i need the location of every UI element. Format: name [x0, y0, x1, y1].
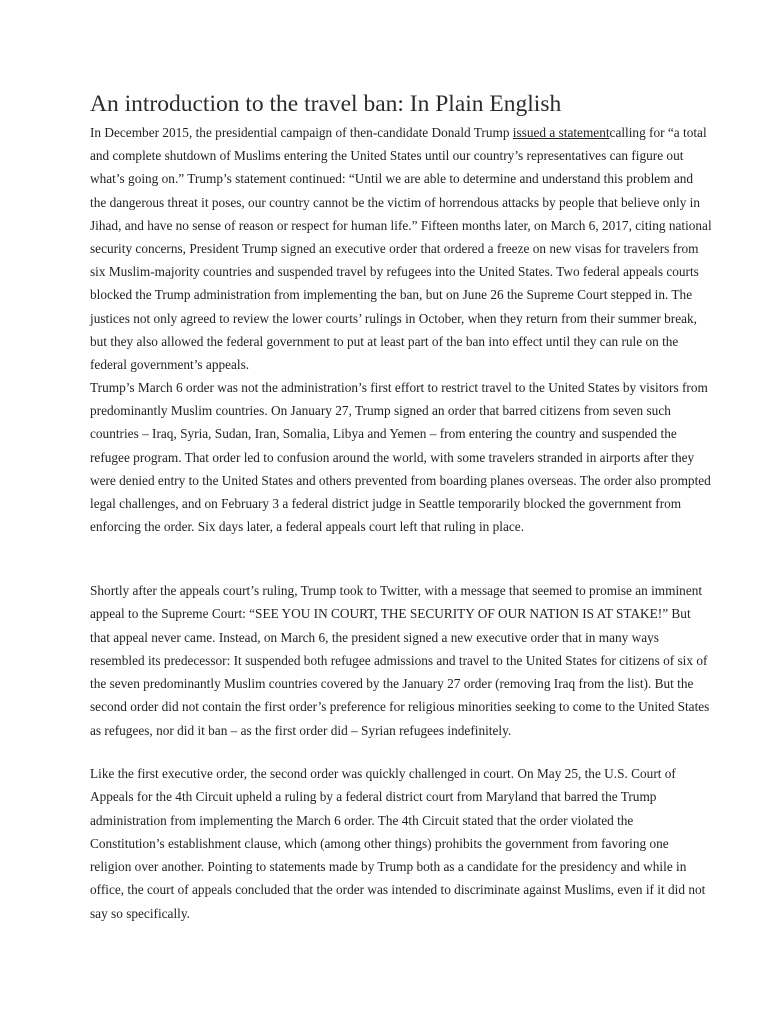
paragraph-line: second order did not contain the first order’s preference for religious minorities seeking to come to the United States	[90, 699, 710, 715]
paragraph-line: countries – Iraq, Syria, Sudan, Iran, Somalia, Libya and Yemen – from entering the country and suspended the	[90, 426, 677, 442]
paragraph-line: refugee program. That order led to confusion around the world, with some travelers stranded in airports after they	[90, 449, 695, 465]
paragraph-line: predominantly Muslim countries. On January 27, Trump signed an order that barred citizens from seven such	[90, 403, 671, 419]
line-text: calling for “a total	[609, 125, 707, 140]
paragraph-line: Jihad, and have no sense of reason or respect for human life.” Fifteen months later, on March 6, 2017, citing national	[90, 217, 712, 233]
line-text: In December 2015, the presidential campaign of then-candidate Donald Trump	[90, 125, 513, 140]
paragraph-line: that appeal never came. Instead, on March 6, the president signed a new executive order that in many ways	[90, 629, 659, 645]
paragraph-line	[90, 121, 712, 144]
paragraph-line: federal government’s appeals.	[90, 356, 250, 372]
paragraph-line: Like the first executive order, the second order was quickly challenged in court. On May 25, the U.S. Court of	[90, 766, 676, 781]
paragraph-line: security concerns, President Trump signed an executive order that ordered a freeze on new visas for travelers from	[90, 240, 699, 256]
paragraph-line: office, the court of appeals concluded that the order was intended to discriminate against Muslims, even if it did not	[90, 882, 706, 898]
paragraph-line: six Muslim-majority countries and suspended travel by refugees into the United States. Two federal appeals courts	[90, 264, 699, 280]
paragraph-second-order	[90, 579, 709, 742]
paragraph-line: and complete shutdown of Muslims entering the United States until our country’s representatives can figure out	[90, 148, 684, 164]
paragraph-line: resembled its predecessor: It suspended both refugee admissions and travel to the United States for citizens of six of	[90, 652, 708, 668]
paragraph-line: justices not only agreed to review the lower courts’ rulings in October, when they return from their summer break,	[90, 310, 698, 326]
paragraph-line: what’s going on.” Trump’s statement continued: “Until we are able to determine and understand this problem and	[90, 171, 694, 187]
paragraph-first-order	[90, 376, 711, 538]
paragraph-line: Trump’s March 6 order was not the administration’s first effort to restrict travel to the United States by visitors from	[90, 380, 708, 395]
paragraph-line: but they also allowed the federal government to put at least part of the ban into effect until they can rule on the	[90, 333, 679, 349]
paragraph-line: the seven predominantly Muslim countries covered by the January 27 order (removing Iraq from the list). But the	[90, 676, 694, 692]
paragraph-line: as refugees, nor did it ban – as the first order did – Syrian refugees indefinitely.	[90, 722, 512, 738]
paragraph-line: appeal to the Supreme Court: “SEE YOU IN COURT, THE SECURITY OF OUR NATION IS AT STAKE!” But	[90, 606, 691, 622]
paragraph-line: legal challenges, and on February 3 a federal district judge in Seattle temporarily blocked the government from	[90, 495, 682, 511]
paragraph-line: administration from implementing the March 6 order. The 4th Circuit stated that the order violated the	[90, 812, 634, 828]
paragraph-line: the dangerous threat it poses, our country cannot be the victim of horrendous attacks by people that believe only in	[90, 194, 701, 210]
paragraph-line: enforcing the order. Six days later, a federal appeals court left that ruling in place.	[90, 519, 525, 535]
paragraph-line: Shortly after the appeals court’s ruling, Trump took to Twitter, with a message that seemed to promise an imminent	[90, 583, 703, 598]
paragraph-line: blocked the Trump administration from implementing the ban, but on June 26 the Supreme Court stepped in. The	[90, 287, 693, 303]
paragraph-line: religion over another. Pointing to statements made by Trump both as a candidate for the presidency and while in	[90, 859, 687, 875]
issued-a-statement-link[interactable]: issued a statement	[512, 125, 610, 140]
paragraph-line: were denied entry to the United States and others prevented from boarding planes overseas. The order also prompted	[90, 472, 711, 488]
paragraph-intro	[90, 121, 712, 376]
paragraph-line: say so specifically.	[90, 905, 190, 921]
paragraph-court-challenge	[90, 762, 705, 925]
paragraph-line: Constitution’s establishment clause, which (among other things) prohibits the government from favoring one	[90, 835, 669, 851]
paragraph-line: Appeals for the 4th Circuit upheld a ruling by a federal district court from Maryland that barred the Trump	[90, 789, 657, 805]
page-title: An introduction to the travel ban: In Plain English	[90, 91, 562, 117]
